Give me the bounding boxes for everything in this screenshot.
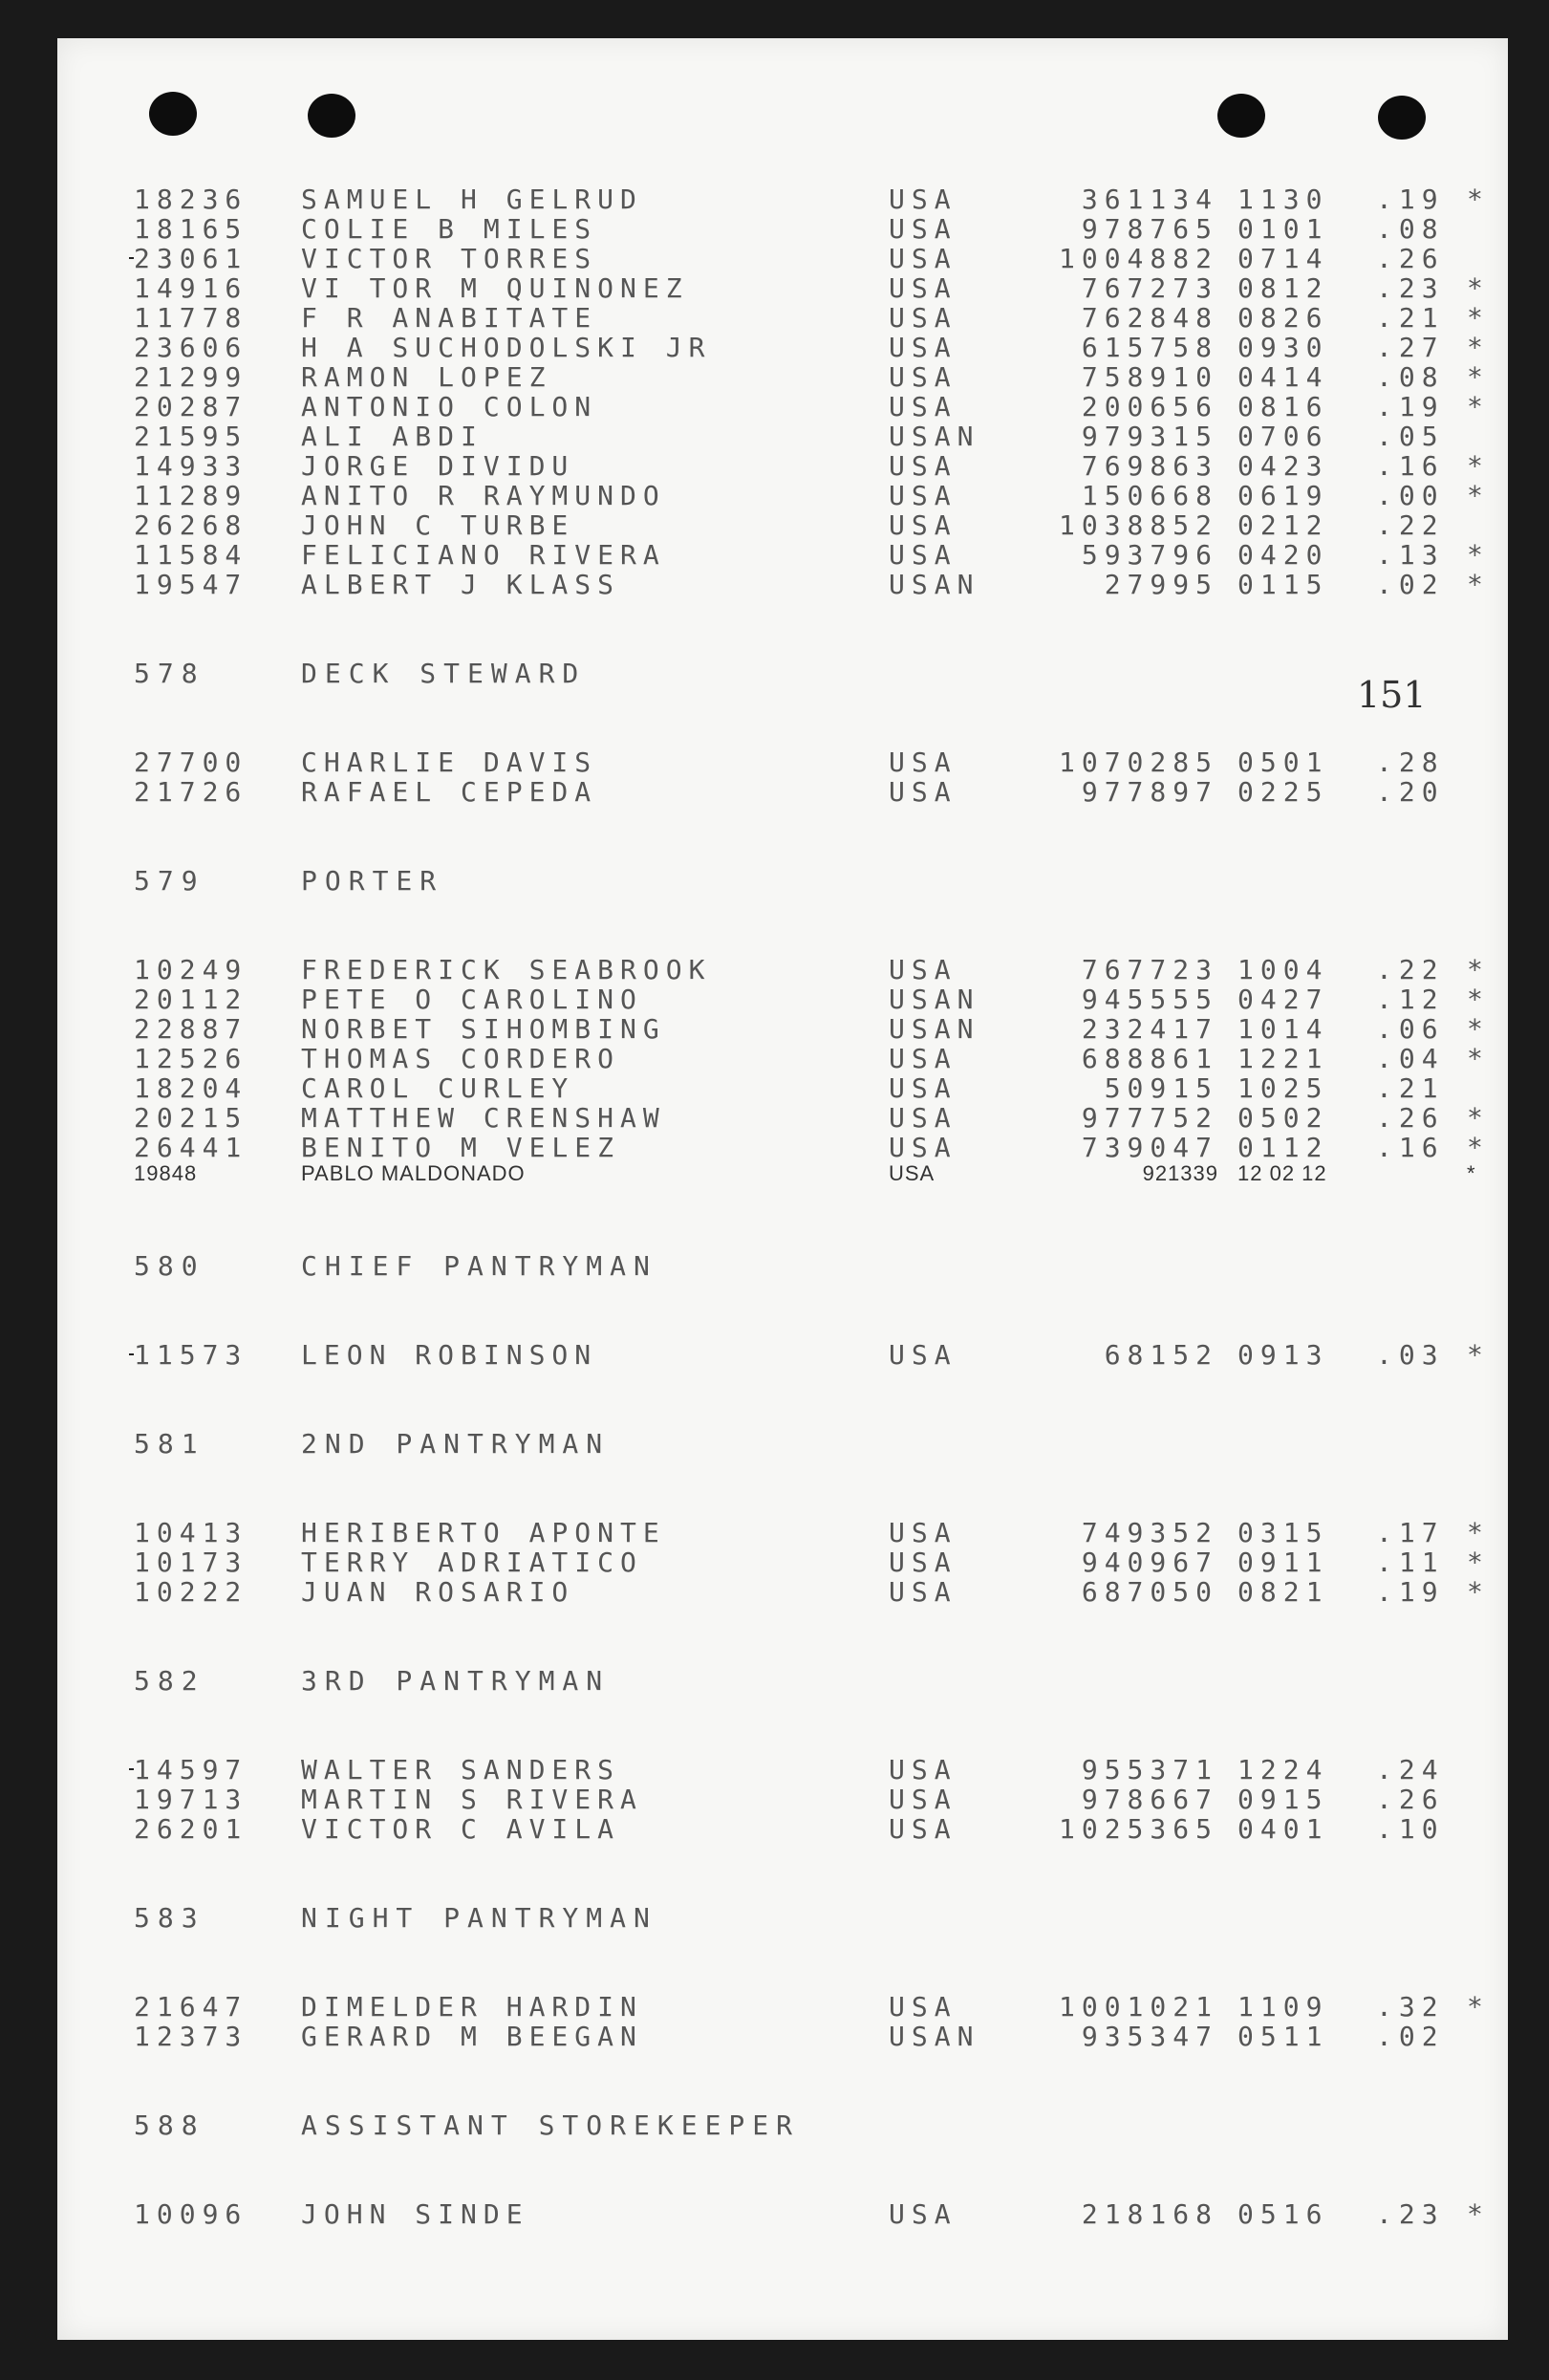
rate-value: .05 [1376, 421, 1445, 452]
document-number: 593796 [1081, 539, 1218, 571]
document-number: 955371 [1081, 1754, 1218, 1785]
crew-id: 20287 [134, 391, 248, 422]
job-title: ASSISTANT STOREKEEPER [301, 2110, 801, 2141]
crew-id: 10222 [134, 1576, 248, 1608]
date-code: 0706 [1237, 421, 1329, 452]
crew-name: LEON ROBINSON [301, 1339, 598, 1371]
document-number: 977897 [1081, 776, 1218, 808]
crew-name: VI TOR M QUINONEZ [301, 272, 689, 304]
date-code: 0619 [1237, 480, 1329, 511]
crew-name: ALBERT J KLASS [301, 569, 621, 600]
crew-name: BENITO M VELEZ [301, 1132, 621, 1163]
citizenship: USA [889, 1547, 957, 1578]
asterisk-mark: * [1467, 1132, 1483, 1163]
rate-value: .17 [1376, 1517, 1445, 1548]
rate-value: .12 [1376, 984, 1445, 1015]
crew-name: GERARD M BEEGAN [301, 2021, 643, 2052]
document-number: 27995 [1104, 569, 1218, 600]
document-number: 1004882 [1058, 243, 1218, 274]
citizenship: USA [889, 184, 957, 215]
document-number: 361134 [1081, 184, 1218, 215]
crew-name: ANITO R RAYMUNDO [301, 480, 666, 511]
date-code: 0516 [1237, 2198, 1329, 2230]
rate-value: .22 [1376, 509, 1445, 541]
crew-id: 14916 [134, 272, 248, 304]
date-code: 0826 [1237, 302, 1329, 334]
crew-name: ANTONIO COLON [301, 391, 598, 422]
citizenship: USA [889, 450, 957, 482]
date-code: 0414 [1237, 361, 1329, 393]
rate-value: .02 [1376, 569, 1445, 600]
date-code: 0225 [1237, 776, 1329, 808]
document-number: 762848 [1081, 302, 1218, 334]
date-code: 0212 [1237, 509, 1329, 541]
citizenship: USA [889, 480, 957, 511]
crew-name: JUAN ROSARIO [301, 1576, 575, 1608]
citizenship: USA [889, 954, 957, 985]
rate-value: .26 [1376, 243, 1445, 274]
crew-id: 20215 [134, 1102, 248, 1134]
date-code: 0315 [1237, 1517, 1329, 1548]
crew-name: H A SUCHODOLSKI JR [301, 332, 712, 363]
crew-id: 21726 [134, 776, 248, 808]
crew-name: F R ANABITATE [301, 302, 598, 334]
crew-id: 27700 [134, 746, 248, 778]
date-code: 1004 [1237, 954, 1329, 985]
citizenship: USA [889, 1102, 957, 1134]
citizenship: USA [889, 1072, 957, 1104]
crew-name: ALI ABDI [301, 421, 484, 452]
crew-name: JORGE DIVIDU [301, 450, 575, 482]
date-code: 12 02 12 [1237, 1161, 1327, 1185]
asterisk-mark: * [1467, 361, 1483, 393]
crew-name: FELICIANO RIVERA [301, 539, 666, 571]
crew-id: 11584 [134, 539, 248, 571]
document-number: 688861 [1081, 1043, 1218, 1074]
document-number: 150668 [1081, 480, 1218, 511]
date-code: 0930 [1237, 332, 1329, 363]
date-code: 0911 [1237, 1547, 1329, 1578]
date-code: 0112 [1237, 1132, 1329, 1163]
rate-value: .23 [1376, 272, 1445, 304]
document-page [57, 38, 1508, 2340]
crew-name: DIMELDER HARDIN [301, 1991, 643, 2023]
rate-value: .03 [1376, 1339, 1445, 1371]
job-title: DECK STEWARD [301, 658, 587, 689]
crew-name: JOHN C TURBE [301, 509, 575, 541]
punch-hole [1378, 96, 1426, 140]
crew-name: MATTHEW CRENSHAW [301, 1102, 666, 1134]
asterisk-mark: * [1467, 2198, 1483, 2230]
job-title: CHIEF PANTRYMAN [301, 1250, 657, 1282]
date-code: 0115 [1237, 569, 1329, 600]
crew-id: 11778 [134, 302, 248, 334]
crew-name: VICTOR TORRES [301, 243, 598, 274]
crew-id: 26201 [134, 1813, 248, 1845]
asterisk-mark: * [1467, 1517, 1483, 1548]
crew-id: 26441 [134, 1132, 248, 1163]
crew-id: 11289 [134, 480, 248, 511]
crew-id: 26268 [134, 509, 248, 541]
punch-hole [1217, 94, 1265, 138]
job-code: 581 [134, 1428, 205, 1460]
asterisk-mark: * [1467, 332, 1483, 363]
crew-id: 10096 [134, 2198, 248, 2230]
crew-id: 11573 [134, 1339, 248, 1371]
document-number: 758910 [1081, 361, 1218, 393]
asterisk-mark: * [1467, 1991, 1483, 2023]
asterisk-mark: * [1467, 569, 1483, 600]
rate-value: .19 [1376, 1576, 1445, 1608]
job-code: 583 [134, 1902, 205, 1934]
job-code: 582 [134, 1665, 205, 1697]
citizenship: USA [889, 2198, 957, 2230]
rate-value: .27 [1376, 332, 1445, 363]
document-number: 200656 [1081, 391, 1218, 422]
crew-id: 10173 [134, 1547, 248, 1578]
citizenship: USA [889, 1991, 957, 2023]
crew-id: 23606 [134, 332, 248, 363]
document-number: 687050 [1081, 1576, 1218, 1608]
citizenship: USA [889, 361, 957, 393]
citizenship: USA [889, 1339, 957, 1371]
crew-id: 19848 [134, 1161, 198, 1185]
crew-name: VICTOR C AVILA [301, 1813, 621, 1845]
document-number: 218168 [1081, 2198, 1218, 2230]
date-code: 0511 [1237, 2021, 1329, 2052]
date-code: 0423 [1237, 450, 1329, 482]
citizenship: USA [889, 213, 957, 245]
rate-value: .21 [1376, 1072, 1445, 1104]
date-code: 0816 [1237, 391, 1329, 422]
citizenship: USAN [889, 421, 980, 452]
citizenship: USA [889, 509, 957, 541]
crew-id: 12373 [134, 2021, 248, 2052]
date-code: 0420 [1237, 539, 1329, 571]
rate-value: .13 [1376, 539, 1445, 571]
crew-name: TERRY ADRIATICO [301, 1547, 643, 1578]
citizenship: USA [889, 243, 957, 274]
document-number: 1038852 [1058, 509, 1218, 541]
crew-id: 21647 [134, 1991, 248, 2023]
crew-id: 22887 [134, 1013, 248, 1045]
document-number: 769863 [1081, 450, 1218, 482]
crew-name: CAROL CURLEY [301, 1072, 575, 1104]
asterisk-mark: * [1467, 1102, 1483, 1134]
citizenship: USAN [889, 569, 980, 600]
asterisk-mark: * [1467, 954, 1483, 985]
date-code: 0915 [1237, 1784, 1329, 1815]
rate-value: .22 [1376, 954, 1445, 985]
citizenship: USAN [889, 1013, 980, 1045]
rate-value: .08 [1376, 361, 1445, 393]
job-title: NIGHT PANTRYMAN [301, 1902, 657, 1934]
punch-hole [308, 94, 355, 138]
date-code: 1130 [1237, 184, 1329, 215]
crew-name: COLIE B MILES [301, 213, 598, 245]
crew-name: SAMUEL H GELRUD [301, 184, 643, 215]
document-number: 749352 [1081, 1517, 1218, 1548]
citizenship: USA [889, 1813, 957, 1845]
rate-value: .21 [1376, 302, 1445, 334]
job-code: 579 [134, 865, 205, 897]
rate-value: .16 [1376, 450, 1445, 482]
document-number: 978667 [1081, 1784, 1218, 1815]
crew-name: HERIBERTO APONTE [301, 1517, 666, 1548]
rate-value: .00 [1376, 480, 1445, 511]
asterisk-mark: * [1467, 984, 1483, 1015]
date-code: 0913 [1237, 1339, 1329, 1371]
crew-id: 14597 [134, 1754, 248, 1785]
crew-name: JOHN SINDE [301, 2198, 529, 2230]
rate-value: .20 [1376, 776, 1445, 808]
citizenship: USA [889, 746, 957, 778]
crew-id: 18204 [134, 1072, 248, 1104]
crew-name: MARTIN S RIVERA [301, 1784, 643, 1815]
crew-name: THOMAS CORDERO [301, 1043, 621, 1074]
crew-name: RAFAEL CEPEDA [301, 776, 598, 808]
document-number: 615758 [1081, 332, 1218, 363]
asterisk-mark: * [1467, 480, 1483, 511]
rate-value: .28 [1376, 746, 1445, 778]
date-code: 1014 [1237, 1013, 1329, 1045]
citizenship: USA [889, 539, 957, 571]
rate-value: .04 [1376, 1043, 1445, 1074]
document-number: 945555 [1081, 984, 1218, 1015]
citizenship: USA [889, 1576, 957, 1608]
citizenship: USAN [889, 984, 980, 1015]
crew-id: 19547 [134, 569, 248, 600]
crew-id: 10413 [134, 1517, 248, 1548]
document-number: 935347 [1081, 2021, 1218, 2052]
job-title: PORTER [301, 865, 444, 897]
asterisk-mark: * [1467, 1576, 1483, 1608]
asterisk-mark: * [1467, 539, 1483, 571]
citizenship: USA [889, 391, 957, 422]
citizenship: USA [889, 1132, 957, 1163]
job-code: 580 [134, 1250, 205, 1282]
crew-name: PABLO MALDONADO [301, 1161, 526, 1185]
citizenship: USA [889, 1517, 957, 1548]
rate-value: .02 [1376, 2021, 1445, 2052]
crew-id: 21299 [134, 361, 248, 393]
citizenship: USA [889, 1161, 936, 1185]
crew-id: 14933 [134, 450, 248, 482]
document-number: 739047 [1081, 1132, 1218, 1163]
citizenship: USA [889, 1784, 957, 1815]
date-code: 0427 [1237, 984, 1329, 1015]
document-number: 977752 [1081, 1102, 1218, 1134]
document-number: 767273 [1081, 272, 1218, 304]
document-number: 50915 [1104, 1072, 1218, 1104]
document-number: 68152 [1104, 1339, 1218, 1371]
asterisk-mark: * [1467, 391, 1483, 422]
job-code: 578 [134, 658, 205, 689]
document-number: 921339 [1142, 1161, 1218, 1185]
citizenship: USA [889, 332, 957, 363]
document-number: 978765 [1081, 213, 1218, 245]
crew-name: NORBET SIHOMBING [301, 1013, 666, 1045]
crew-name: WALTER SANDERS [301, 1754, 621, 1785]
crew-id: 10249 [134, 954, 248, 985]
asterisk-mark: * [1467, 1339, 1483, 1371]
crew-name: CHARLIE DAVIS [301, 746, 598, 778]
document-number: 940967 [1081, 1547, 1218, 1578]
citizenship: USA [889, 302, 957, 334]
asterisk-mark: * [1467, 302, 1483, 334]
punch-hole [149, 92, 197, 136]
citizenship: USA [889, 1043, 957, 1074]
asterisk-mark: * [1467, 1547, 1483, 1578]
rate-value: .11 [1376, 1547, 1445, 1578]
rate-value: .26 [1376, 1102, 1445, 1134]
citizenship: USA [889, 1754, 957, 1785]
document-number: 767723 [1081, 954, 1218, 985]
rate-value: .08 [1376, 213, 1445, 245]
date-code: 0101 [1237, 213, 1329, 245]
crew-id: 23061 [134, 243, 248, 274]
rate-value: .16 [1376, 1132, 1445, 1163]
asterisk-mark: * [1467, 1043, 1483, 1074]
rate-value: .24 [1376, 1754, 1445, 1785]
crew-name: RAMON LOPEZ [301, 361, 552, 393]
date-code: 1224 [1237, 1754, 1329, 1785]
crew-id: 19713 [134, 1784, 248, 1815]
date-code: 1025 [1237, 1072, 1329, 1104]
asterisk-mark: * [1467, 272, 1483, 304]
crew-name: PETE O CAROLINO [301, 984, 643, 1015]
rate-value: .23 [1376, 2198, 1445, 2230]
date-code: 0501 [1237, 746, 1329, 778]
rate-value: .06 [1376, 1013, 1445, 1045]
date-code: 0502 [1237, 1102, 1329, 1134]
crew-name: FREDERICK SEABROOK [301, 954, 712, 985]
date-code: 0401 [1237, 1813, 1329, 1845]
crew-id: 20112 [134, 984, 248, 1015]
asterisk-mark: * [1467, 1161, 1475, 1185]
crew-id: 21595 [134, 421, 248, 452]
rate-value: .19 [1376, 391, 1445, 422]
citizenship: USA [889, 776, 957, 808]
rate-value: .32 [1376, 1991, 1445, 2023]
citizenship: USA [889, 272, 957, 304]
date-code: 0821 [1237, 1576, 1329, 1608]
document-number: 1001021 [1058, 1991, 1218, 2023]
date-code: 1221 [1237, 1043, 1329, 1074]
asterisk-mark: * [1467, 450, 1483, 482]
crew-id: 12526 [134, 1043, 248, 1074]
document-number: 1025365 [1058, 1813, 1218, 1845]
job-title: 3RD PANTRYMAN [301, 1665, 611, 1697]
date-code: 0714 [1237, 243, 1329, 274]
asterisk-mark: * [1467, 184, 1483, 215]
document-number: 232417 [1081, 1013, 1218, 1045]
crew-id: 18165 [134, 213, 248, 245]
rate-value: .26 [1376, 1784, 1445, 1815]
job-code: 588 [134, 2110, 205, 2141]
crew-id: 18236 [134, 184, 248, 215]
job-title: 2ND PANTRYMAN [301, 1428, 611, 1460]
document-number: 1070285 [1058, 746, 1218, 778]
date-code: 1109 [1237, 1991, 1329, 2023]
rate-value: .19 [1376, 184, 1445, 215]
rate-value: .10 [1376, 1813, 1445, 1845]
date-code: 0812 [1237, 272, 1329, 304]
page-number: 151 [1357, 674, 1427, 716]
citizenship: USAN [889, 2021, 980, 2052]
document-number: 979315 [1081, 421, 1218, 452]
asterisk-mark: * [1467, 1013, 1483, 1045]
